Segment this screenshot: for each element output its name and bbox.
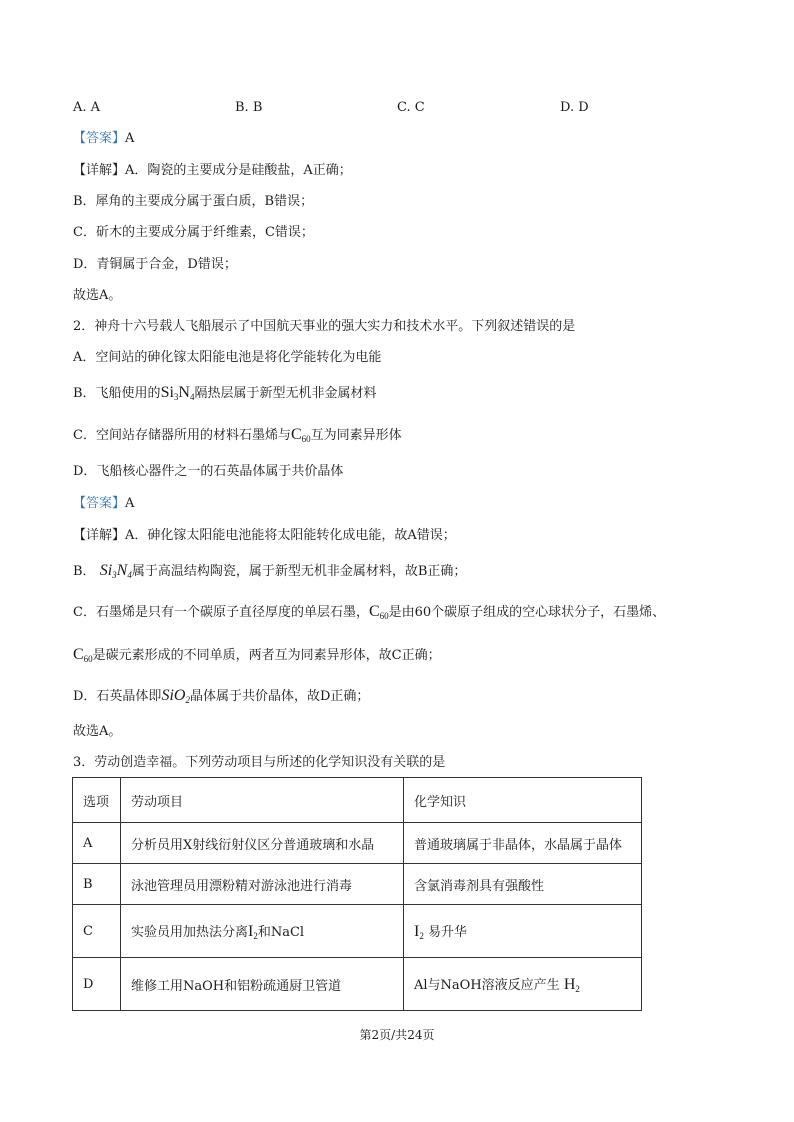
row-option: A xyxy=(73,823,121,864)
row-task: 实验员用加热法分离$I_2$和NaCl xyxy=(121,905,404,958)
row-knowledge: $I_2$ 易升华 xyxy=(404,905,642,958)
q2-detail-c1 xyxy=(73,603,665,622)
q2-option-c xyxy=(73,426,402,445)
formula-i2: $I_2$ xyxy=(248,923,258,941)
q2-detail-c1-pre: C．石墨烯是只有一个碳原子直径厚度的单层石墨， xyxy=(73,605,369,620)
q1-option-c: C. C xyxy=(397,100,425,115)
q2-option-d: D．飞船核心器件之一的石英晶体属于共价晶体 xyxy=(73,464,344,479)
q1-detail-c: C．斫木的主要成分属于纤维素，C错误； xyxy=(73,225,314,240)
q2-option-b-pre: B．飞船使用的 xyxy=(73,386,161,401)
answer-value: A xyxy=(125,131,135,146)
q2-detail-b-pre: B． xyxy=(73,564,96,579)
row-option: D xyxy=(73,958,121,1011)
q1-detail-b: B．犀角的主要成分属于蛋白质，B错误； xyxy=(73,194,314,209)
q2-answer xyxy=(73,495,134,513)
formula-c60: $C_{60}$ xyxy=(73,646,93,664)
formula-i2: $I_2$ xyxy=(414,923,424,941)
q2-option-c-pre: C．空间站存储器所用的材料石墨烯与 xyxy=(73,428,291,443)
answer-value: A xyxy=(125,496,135,511)
formula-si3n4: $Si_3N_4$ xyxy=(160,384,195,402)
q3-table xyxy=(72,777,642,1011)
answer-label: 【答案】 xyxy=(73,496,126,511)
row-option: B xyxy=(73,864,121,905)
q2-detail-b xyxy=(73,562,466,581)
row-knowledge: Al与NaOH溶液反应产生 $H_2$ xyxy=(404,958,642,1011)
row-knowledge: 普通玻璃属于非晶体，水晶属于晶体 xyxy=(404,823,642,864)
detail-label: 【详解】 xyxy=(73,528,126,543)
formula-h2: $H_2$ xyxy=(563,976,580,994)
q2-detail-d xyxy=(73,687,369,706)
q2-stem: 2．神舟十六号载人飞船展示了中国航天事业的强大实力和技术水平。下列叙述错误的是 xyxy=(73,319,576,334)
table-row xyxy=(73,864,642,905)
q2-detail-c2 xyxy=(73,646,441,665)
formula-si3n4-italic: $Si_3N_4$ xyxy=(99,562,132,580)
header-option: 选项 xyxy=(73,778,121,823)
detail-text: A．砷化镓太阳能电池能将太阳能转化成电能，故A错误； xyxy=(125,528,456,543)
row-task: 分析员用X射线衍射仪区分普通玻璃和水晶 xyxy=(121,823,404,864)
header-task: 劳动项目 xyxy=(121,778,404,823)
q2-option-c-post: 互为同素异形体 xyxy=(310,428,402,443)
q2-detail-b-post: 属于高温结构陶瓷，属于新型无机非金属材料，故B正确； xyxy=(131,564,467,579)
table-row xyxy=(73,958,642,1011)
table-header-row xyxy=(73,778,642,823)
q2-detail-d-post: 晶体属于共价晶体，故D正确； xyxy=(189,689,370,704)
q2-conclusion: 故选A。 xyxy=(73,724,122,739)
q1-answer xyxy=(73,130,134,148)
formula-c60: $C_{60}$ xyxy=(290,426,311,444)
row-task: 维修工用NaOH和铝粉疏通厨卫管道 xyxy=(121,958,404,1011)
q1-detail-d: D．青铜属于合金，D错误； xyxy=(73,257,237,272)
page-footer: 第2页/共24页 xyxy=(359,1028,435,1042)
answer-label: 【答案】 xyxy=(73,131,126,146)
row-option: C xyxy=(73,905,121,958)
q1-option-b: B. B xyxy=(235,100,263,115)
header-knowledge: 化学知识 xyxy=(404,778,642,823)
formula-sio2: SiO$_2$ xyxy=(161,687,190,705)
q1-option-a: A. A xyxy=(73,100,101,115)
q2-detail-d-pre: D．石英晶体即 xyxy=(73,689,162,704)
detail-label: 【详解】 xyxy=(73,163,126,178)
table-row xyxy=(73,905,642,958)
formula-c60: $C_{60}$ xyxy=(368,603,389,621)
detail-text: A．陶瓷的主要成分是硅酸盐，A正确； xyxy=(125,163,352,178)
q2-option-a: A．空间站的砷化镓太阳能电池是将化学能转化为电能 xyxy=(73,350,382,365)
table-row xyxy=(73,823,642,864)
q2-option-b-post: 隔热层属于新型无机非金属材料 xyxy=(194,386,377,401)
q1-option-d: D. D xyxy=(560,100,589,115)
q2-option-b xyxy=(73,384,376,403)
q2-detail-a xyxy=(73,527,456,545)
q2-detail-c2-post: 是碳元素形成的不同单质，两者互为同素异形体，故C正确； xyxy=(92,648,441,663)
q3-stem: 3．劳动创造幸福。下列劳动项目与所述的化学知识没有关联的是 xyxy=(73,755,446,770)
q1-conclusion: 故选A。 xyxy=(73,288,122,303)
row-knowledge: 含氯消毒剂具有强酸性 xyxy=(404,864,642,905)
q2-detail-c1-post: 是由60个碳原子组成的空心球状分子，石墨烯、 xyxy=(388,605,666,620)
q1-detail-a xyxy=(73,162,352,180)
row-task: 泳池管理员用漂粉精对游泳池进行消毒 xyxy=(121,864,404,905)
